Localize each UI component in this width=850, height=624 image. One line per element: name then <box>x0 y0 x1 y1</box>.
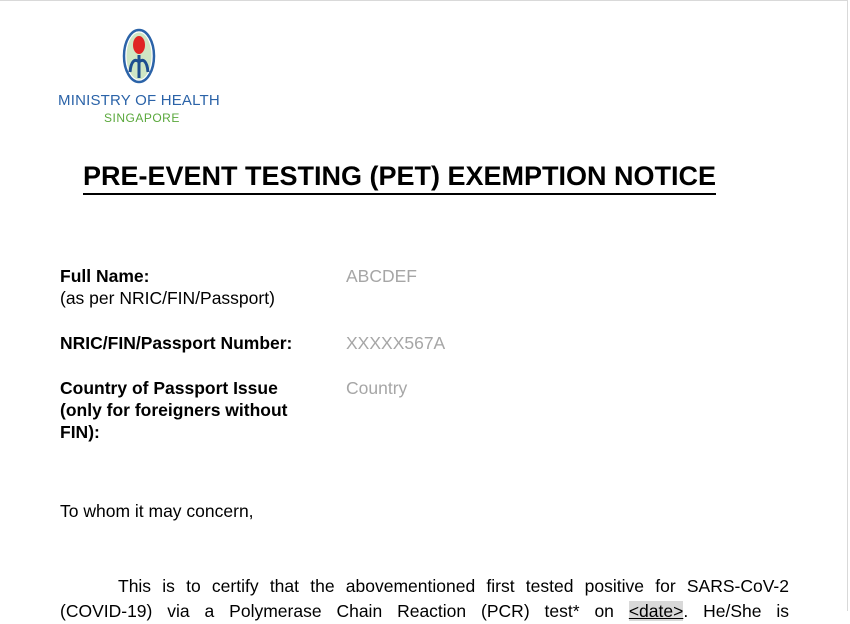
field-sublabel-full-name: (as per NRIC/FIN/Passport) <box>60 288 275 308</box>
field-label-full-name: Full Name: (as per NRIC/FIN/Passport) <box>60 266 275 308</box>
org-name: MINISTRY OF HEALTH <box>58 92 220 109</box>
moh-logo <box>58 28 233 128</box>
field-value-nric: XXXXX567A <box>346 333 446 353</box>
org-country: SINGAPORE <box>104 111 180 125</box>
moh-emblem-icon <box>122 28 156 84</box>
greeting: To whom it may concern, <box>60 501 254 521</box>
field-value-full-name: ABCDEF <box>346 266 417 286</box>
field-label-passport-country: Country of Passport Issue (only for foreigners without FIN): <box>60 378 288 442</box>
body-paragraph: This is to certify that the abovementioned first tested positive for SARS-CoV-2 (COVID-19) via a Polymerase Chain Reaction (PCR) test* on <date>. He/She is <box>60 576 789 621</box>
date-placeholder: <date> <box>628 601 684 621</box>
field-label-nric: NRIC/FIN/Passport Number: <box>60 333 293 353</box>
field-value-passport-country: Country <box>346 378 408 398</box>
document-title: PRE-EVENT TESTING (PET) EXEMPTION NOTICE <box>83 160 716 195</box>
